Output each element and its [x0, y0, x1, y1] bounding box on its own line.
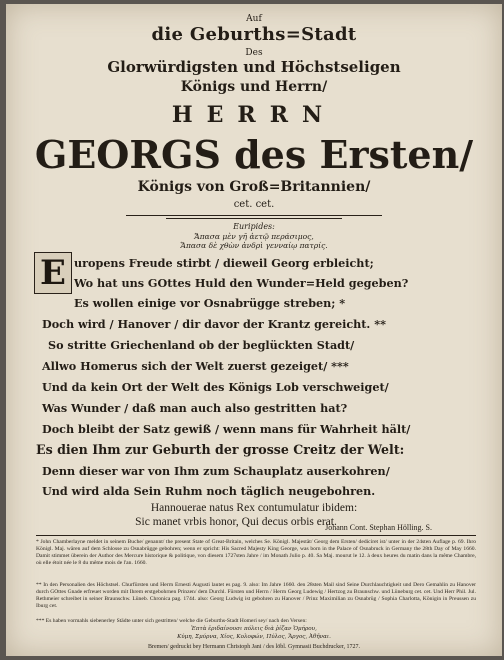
verse-line-2: Wo hat uns GOttes Huld den Wunder=Held gegeben? [74, 276, 409, 290]
verse-line-8: Was Wunder / daß man auch also gestritten hat? [42, 401, 348, 415]
title-herrn: HERRN [171, 102, 337, 128]
epigraph-greek-line-1: Ἄπασα μὲν γῆ ἀετῷ περάσιμος, [194, 232, 314, 241]
title-rule-top [126, 215, 382, 216]
greek-cities-line-2: Κύμη, Σμύρνα, Χίος, Κολοφών, Πύλος, Ἄργος, Ἀθῆναι. [177, 634, 331, 640]
decorated-initial [34, 252, 72, 294]
title-rule-bottom [166, 218, 342, 219]
latin-couplet-line-2: Sic manet vrbis honor, Qui decus orbis erat. [135, 516, 337, 528]
title-auf: Auf [246, 14, 262, 24]
verse-line-3: Es wollen einige vor Osnabrügge streben; * [74, 296, 346, 310]
title-des: Des [245, 48, 263, 58]
title-king-of-britain: Königs von Groß=Britannien/ [137, 179, 371, 195]
verse-line-5: So stritte Griechenland ob der beglückten Stadt/ [48, 338, 355, 352]
verse-line-10: Es dien Ihm zur Geburth der grosse Creitz der Welt: [36, 442, 405, 457]
latin-couplet-line-1: Hannouerae natus Rex contumulatur ibidem: [150, 502, 358, 514]
verse-line-1: uropens Freude stirbt / dieweil Georg erbleicht; [74, 256, 374, 270]
title-cet: cet. cet. [233, 199, 275, 210]
printer-imprint: Bremen/ gedruckt bey Hermann Christoph Jani / des löbl. Gymnasii Buchdrucker, 1727. [147, 644, 361, 650]
footnote-3: *** Es haben vormahls siebenerley Städte unter sich gestritten/ welche die Geburths-Stadt Homeri sey/ nach den Versen: [36, 618, 307, 624]
title-birth-city: die Geburths=Stadt [151, 24, 357, 45]
greek-cities-line-1: Ἑπτὰ ἐριδαίνουσι πόλεις διὰ ῥίζαν Ὁμήρου, [191, 626, 317, 632]
title-georgs: GEORGS des Ersten/ [34, 132, 474, 177]
title-king-and-lord: Königs und Herrn/ [180, 79, 328, 95]
notes-rule [36, 535, 476, 536]
poem-signature: Johann Cont. Stephan Hölling. S. [325, 523, 432, 532]
verse-line-7: Und da kein Ort der Welt des Königs Lob verschweiget/ [42, 380, 389, 394]
verse-line-9: Doch bleibt der Satz gewiß / wenn mans für Wahrheit hält/ [42, 422, 411, 436]
verse-line-6: Allwo Homerus sich der Welt zuerst gezeiget/ *** [42, 359, 349, 373]
epigraph-greek-line-2: Ἅπασα δὲ χθὼν ἀνδρὶ γενναίῳ πατρίς. [180, 241, 328, 250]
footnote-1: * John Chamberlayne meldet in seinem Buche/ genannt/ the present State of Great-Britain, welches Se. Königl. Majestät/ Georg dem Ersten/ dediciret ist/ unter in der 24sten Auflage p. 69. Ihro Königl. Maj. wären auf dem Schlosse zu Osnabrügge gebohren; wenn er spricht: His Sacred Majesty King George, was born in the Palace of Osnabruck in Germany the 28th Day of May 1660. Damit stimmet überein der Author des Mercure historique & politique, von diesem 1727sten Jahre / im Monath Julio p. 40. Sa Maj. mourut le 12. à deux heures du matin dans la même Chambre, où elle étoit née le 8 du même mois de l'an. 1660. [36, 539, 476, 566]
verse-line-12: Und wird alda Sein Ruhm noch täglich neugebohren. [42, 484, 376, 498]
broadsheet-page [6, 4, 502, 656]
verse-line-11: Denn dieser war von Ihm zum Schauplatz auserkohren/ [42, 464, 390, 478]
initial-letter: E [40, 253, 66, 293]
title-glorious: Glorwürdigsten und Höchstseligen [107, 58, 401, 76]
verse-line-4: Doch wird / Hanover / dir davor der Krantz gereicht. ** [42, 317, 386, 331]
epigraph-author: Euripides: [233, 222, 275, 231]
footnote-2: ** In den Personalien des Höchstsel. Churfürsten und Herrn Ernesti Augusti lautet es pag. 9. also: Im Jahre 1660. den 28sten Mail sind Seine Durchlauchtigkeit und Dero Gemahlin zu Hanover durch GOttes Gnade erfreuet worden mit Ihrem erstgebohrnen Prinzen/ dem Durchl. Fürsten und Herrn / Herrn Georg Ludewig / Hertzog zu Braunschw. und Lüneburg cet. cet. Und Herr Phil. Jul. Rethmeier schreibet in seiner Braunschw. Lüneb. Chronica pag. 1744. also: Georg Ludwig ist gebohren zu Hanover / Prinz Maximilian zu Osnabrüg / Sophia Charlotta, Königin in Preussen zu Iburg cet. [36, 582, 476, 609]
